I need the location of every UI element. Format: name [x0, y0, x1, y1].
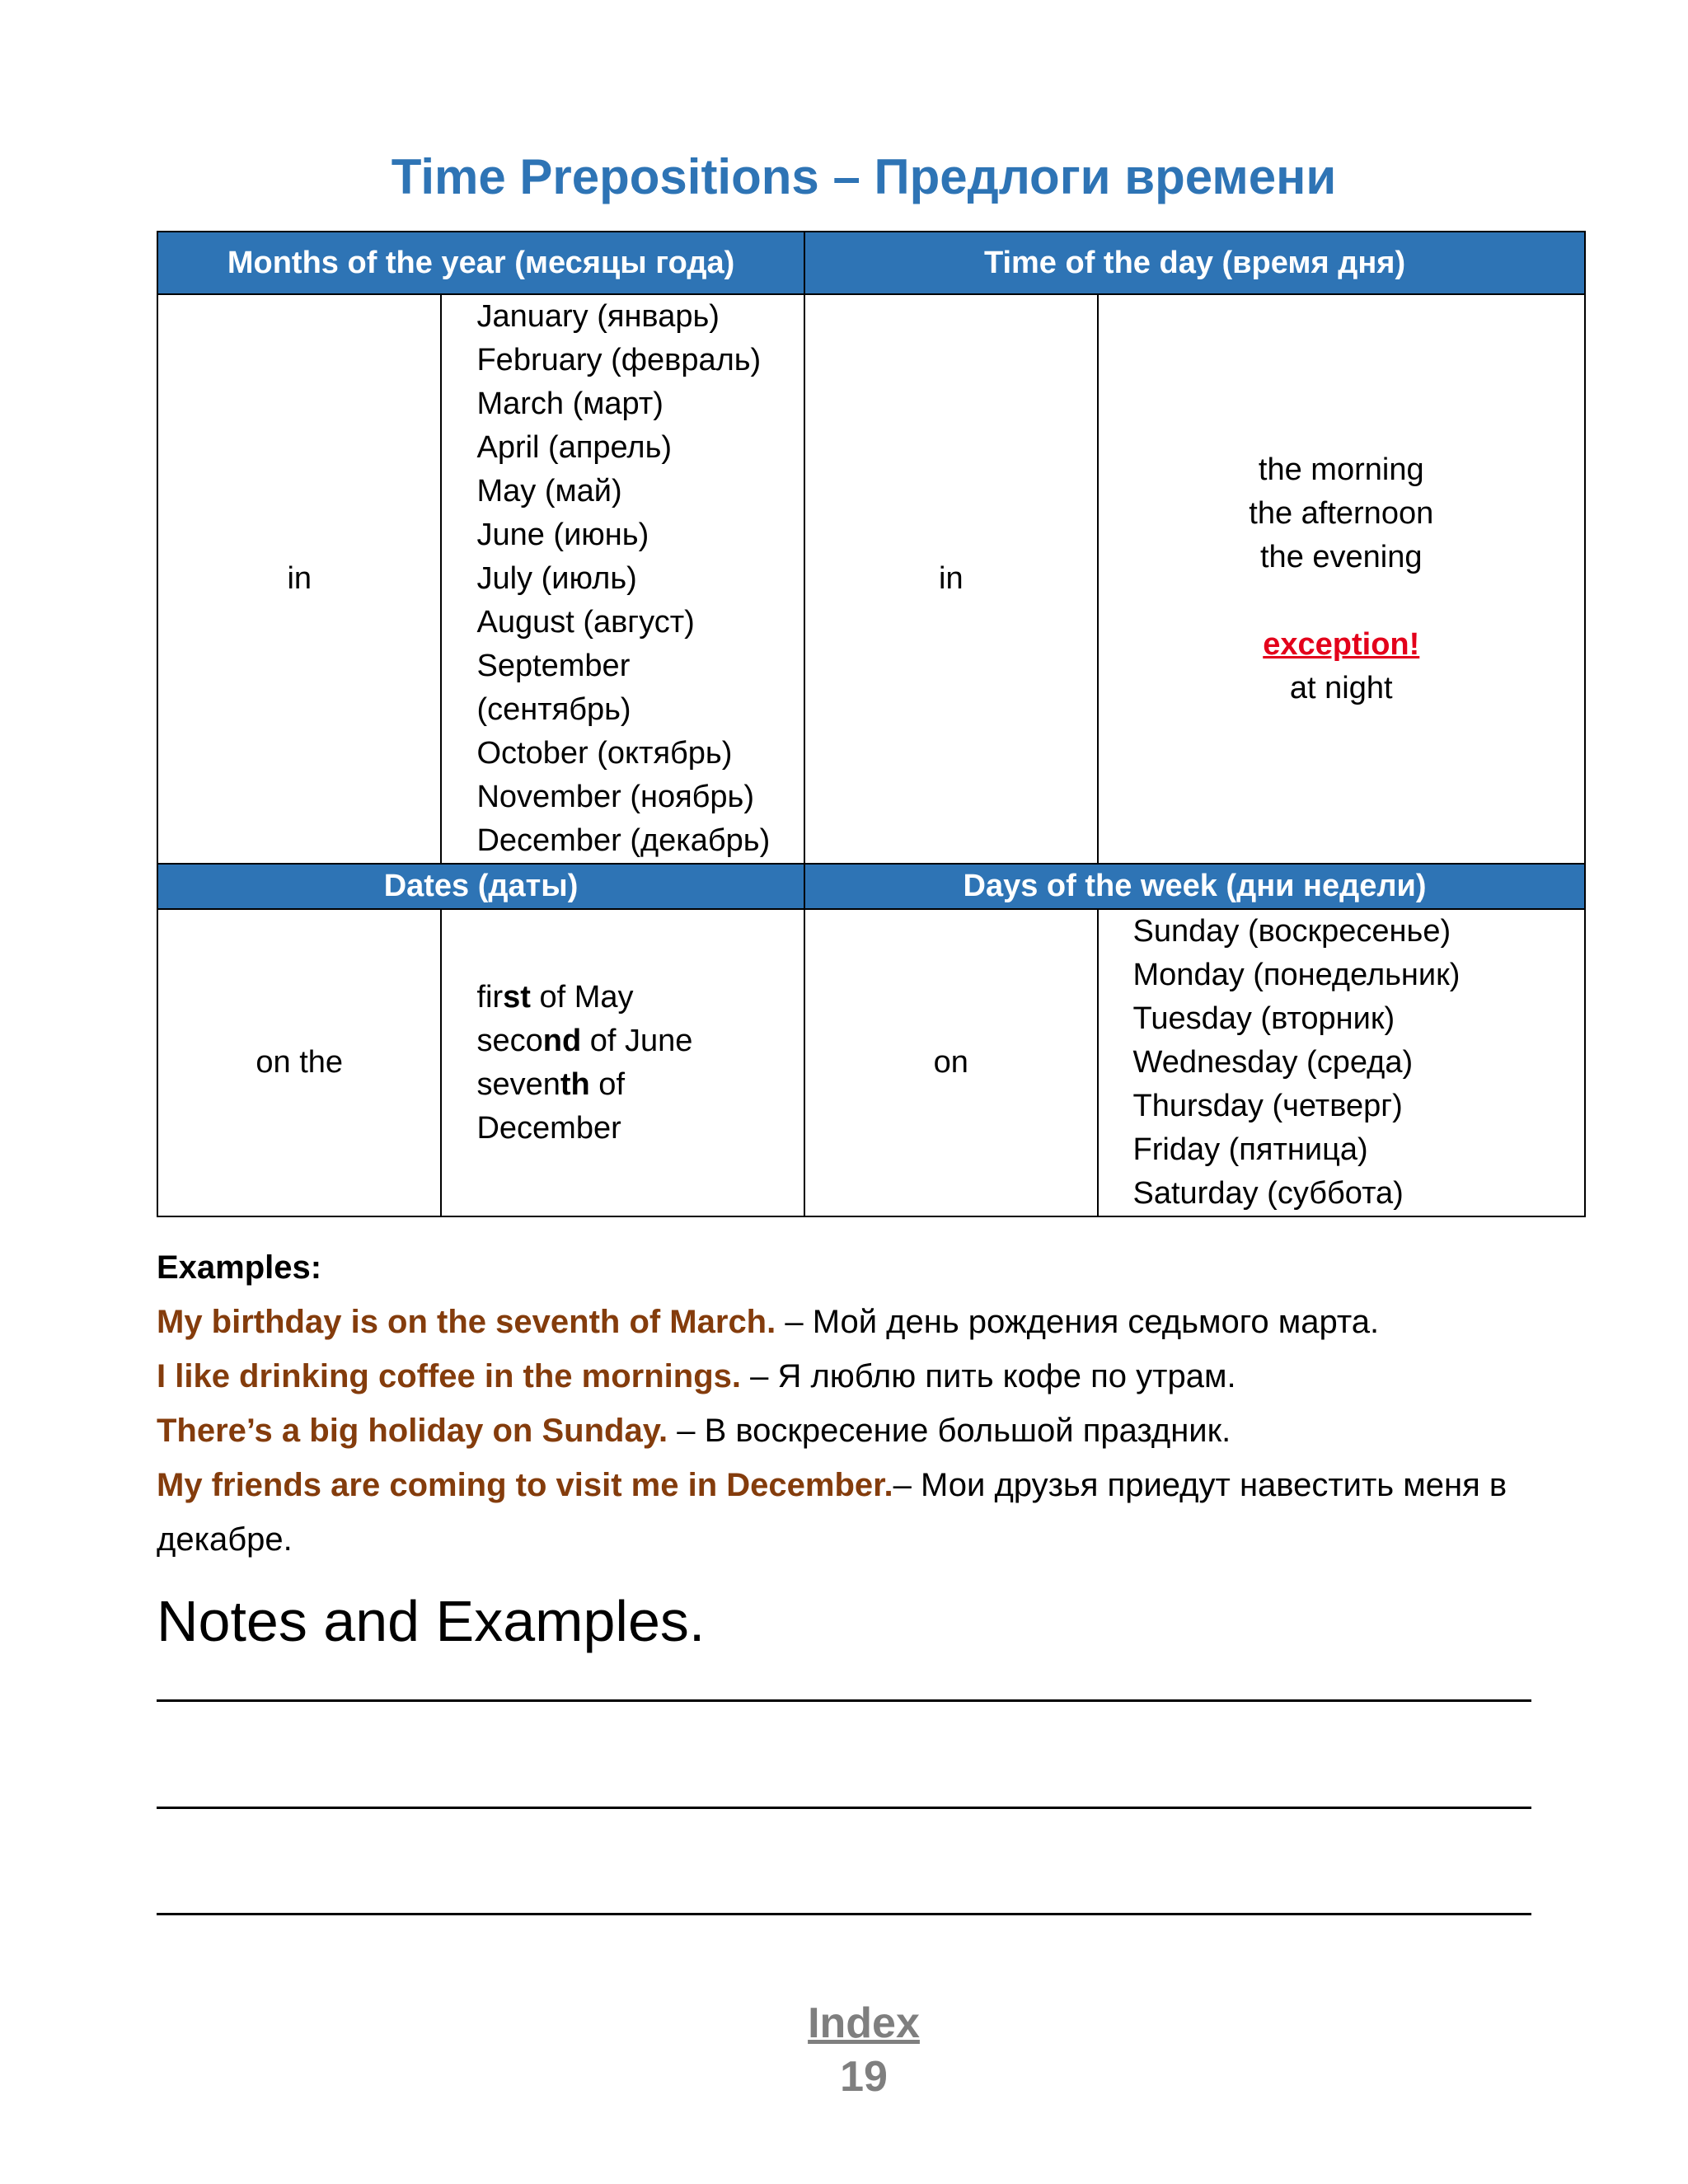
- dates-preposition: on the: [157, 909, 441, 1216]
- example-item: My friends are coming to visit me in December.– Мои друзья приедут навестить меня в декабре.: [157, 1467, 1507, 1558]
- date-item: seventh of: [476, 1066, 625, 1102]
- day-item: Monday (понедельник): [1132, 958, 1461, 992]
- page-title: Time Prepositions – Предлоги времени: [391, 149, 1337, 204]
- month-item: November (ноябрь): [476, 780, 755, 814]
- month-item: (сентябрь): [476, 692, 631, 727]
- writing-line: [157, 1807, 1531, 1809]
- time-item: the morning: [1258, 452, 1424, 487]
- month-item: June (июнь): [476, 518, 649, 552]
- days-header: Days of the week (дни недели): [804, 864, 1585, 909]
- day-item: Thursday (четверг): [1132, 1089, 1403, 1123]
- time-item: the evening: [1260, 539, 1423, 574]
- date-item: second of June: [476, 1023, 693, 1058]
- index-link[interactable]: Index: [808, 1999, 920, 2047]
- exception-value: at night: [1289, 670, 1393, 705]
- dates-list: [441, 909, 804, 1216]
- month-item: August (август): [476, 605, 695, 640]
- writing-line: [157, 1699, 1531, 1702]
- month-item: December (декабрь): [476, 823, 771, 858]
- dates-header: Dates (даты): [157, 864, 804, 909]
- month-item: February (февраль): [476, 343, 762, 377]
- day-item: Friday (пятница): [1132, 1132, 1368, 1167]
- writing-line: [157, 1913, 1531, 1915]
- example-item: There’s a big holiday on Sunday. – В воскресение большой праздник.: [157, 1413, 1231, 1449]
- day-item: Sunday (воскресенье): [1132, 914, 1451, 949]
- times-list: [1098, 294, 1585, 864]
- date-item: first of May: [476, 979, 634, 1015]
- time-of-day-header: Time of the day (время дня): [804, 232, 1585, 294]
- page-number: 19: [840, 2053, 888, 2101]
- days-preposition: on: [804, 909, 1097, 1216]
- example-item: I like drinking coffee in the mornings. – Я люблю пить кофе по утрам.: [157, 1358, 1236, 1394]
- date-item: December: [476, 1110, 621, 1146]
- day-item: Saturday (суббота): [1132, 1176, 1404, 1211]
- month-item: September: [476, 649, 631, 683]
- months-preposition: in: [157, 294, 441, 864]
- day-item: Tuesday (вторник): [1132, 1001, 1395, 1036]
- month-item: October (октябрь): [476, 736, 733, 771]
- time-preposition: in: [804, 294, 1097, 864]
- examples-section: [157, 1240, 1558, 1567]
- month-item: May (май): [476, 474, 622, 509]
- exception-label: exception!: [1263, 626, 1420, 662]
- example-item: My birthday is on the seventh of March. – Мой день рождения седьмого марта.: [157, 1304, 1380, 1340]
- months-list: [441, 294, 804, 864]
- prepositions-table: [157, 231, 1586, 1217]
- notes-title: Notes and Examples.: [157, 1589, 706, 1653]
- months-header: Months of the year (месяцы года): [157, 232, 804, 294]
- spacer: [1099, 579, 1584, 623]
- examples-heading: Examples:: [157, 1249, 322, 1286]
- month-item: March (март): [476, 387, 663, 421]
- day-item: Wednesday (среда): [1132, 1045, 1414, 1080]
- month-item: January (январь): [476, 299, 720, 334]
- month-item: April (апрель): [476, 430, 673, 465]
- time-item: the afternoon: [1249, 495, 1434, 531]
- days-list: [1098, 909, 1585, 1216]
- month-item: July (июль): [476, 561, 637, 596]
